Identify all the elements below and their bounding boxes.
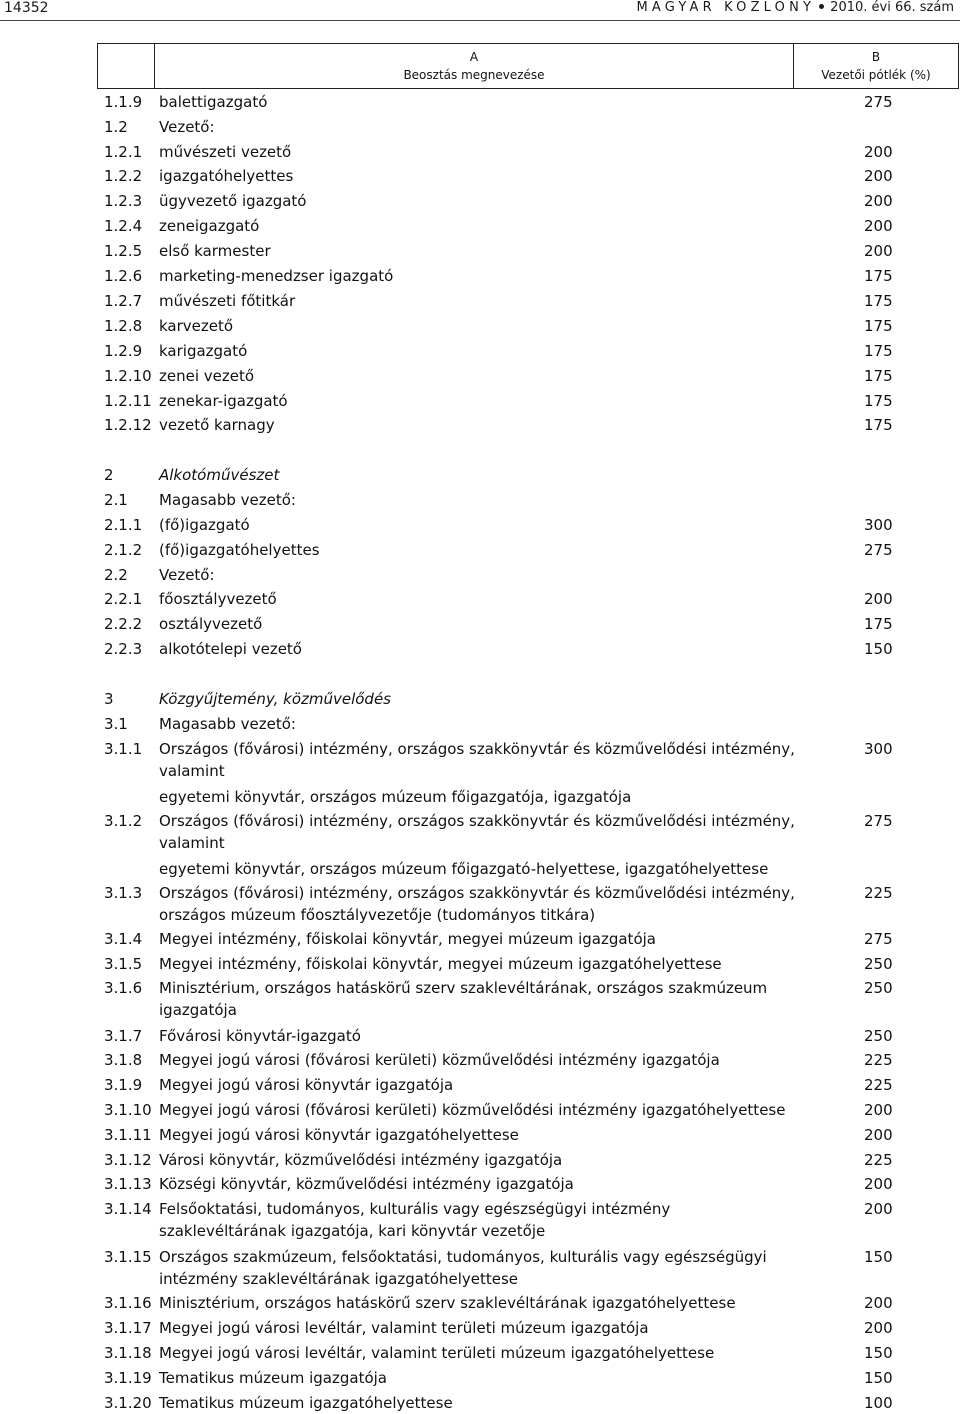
row-value: 200: [864, 590, 893, 608]
row-label: zeneigazgató: [159, 217, 260, 235]
row-value: 275: [864, 812, 893, 830]
row-value: 300: [864, 516, 893, 534]
row-number: 2.1: [104, 491, 128, 509]
row-number: 1.2.9: [104, 342, 143, 360]
row-label: Városi könyvtár, közművelődési intézmény igazgatója: [159, 1151, 563, 1169]
row-value: 175: [864, 342, 893, 360]
row-number: 3.1.17: [104, 1319, 152, 1337]
row-value: 175: [864, 292, 893, 310]
row-number: 3.1.14: [104, 1200, 152, 1218]
row-number: 2.2.3: [104, 640, 143, 658]
row-number: 2.2: [104, 566, 128, 584]
row-number: 3.1.8: [104, 1051, 143, 1069]
row-label: karigazgató: [159, 342, 248, 360]
column-header-a: [155, 44, 794, 88]
row-label: első karmester: [159, 242, 271, 260]
row-label: Községi könyvtár, közművelődési intézmény igazgatója: [159, 1175, 574, 1193]
row-label: főosztályvezető: [159, 590, 277, 608]
row-value: 200: [864, 1175, 893, 1193]
row-label: osztályvezető: [159, 615, 263, 633]
row-number: 1.2.2: [104, 167, 143, 185]
row-label: Megyei jogú városi könyvtár igazgatója: [159, 1076, 454, 1094]
row-label: zenei vezető: [159, 367, 255, 385]
row-number: 3.1.15: [104, 1248, 152, 1266]
column-header-b: [794, 44, 958, 92]
row-value: 275: [864, 93, 893, 111]
row-number: 1.2.10: [104, 367, 152, 385]
row-number: 1.2.11: [104, 392, 152, 410]
row-label: egyetemi könyvtár, országos múzeum főigazgatója, igazgatója: [159, 788, 632, 806]
table-column-header: [97, 43, 959, 89]
row-number: 1.1.9: [104, 93, 143, 111]
row-number: 1.2.6: [104, 267, 143, 285]
row-number: 3.1: [104, 715, 128, 733]
row-label: Megyei jogú városi (fővárosi kerületi) közművelődési intézmény igazgatója: [159, 1051, 720, 1069]
issue-number: 2010. évi 66. szám: [830, 0, 954, 15]
row-label: Magasabb vezető:: [159, 491, 296, 509]
row-label: Megyei jogú városi levéltár, valamint területi múzeum igazgatóhelyettese: [159, 1344, 715, 1362]
row-label: Megyei jogú városi levéltár, valamint területi múzeum igazgatója: [159, 1319, 649, 1337]
row-value: 200: [864, 217, 893, 235]
row-label: Minisztérium, országos hatáskörű szerv szaklevéltárának, országos szakmúzeum igazgatója: [159, 979, 768, 1019]
column-a-title: Beosztás megnevezése: [403, 68, 545, 82]
row-value: 150: [864, 1369, 893, 1387]
row-value: 225: [864, 1051, 893, 1069]
row-label: Vezető:: [159, 118, 215, 136]
row-label: művészeti vezető: [159, 143, 292, 161]
row-number: 2.1.2: [104, 541, 143, 559]
row-label: Tematikus múzeum igazgatója: [159, 1369, 388, 1387]
row-label: igazgatóhelyettes: [159, 167, 294, 185]
row-value: 225: [864, 1076, 893, 1094]
row-label: (fő)igazgató: [159, 516, 250, 534]
row-number: 3.1.9: [104, 1076, 143, 1094]
row-number: 1.2.3: [104, 192, 143, 210]
row-label: Országos (fővárosi) intézmény, országos szakkönyvtár és közművelődési intézmény, országos múzeum főosztályvezetője (tudományos titkára): [159, 884, 795, 924]
row-value: 150: [864, 1248, 893, 1266]
row-label: Megyei jogú városi könyvtár igazgatóhelyettese: [159, 1126, 519, 1144]
row-number: 3.1.7: [104, 1027, 143, 1045]
row-number: 1.2.7: [104, 292, 143, 310]
row-label: művészeti főtitkár: [159, 292, 296, 310]
row-value: 100: [864, 1394, 893, 1412]
column-b-title: Vezetői pótlék (%): [821, 68, 931, 82]
row-label: Közgyűjtemény, közművelődés: [159, 690, 392, 708]
row-number: 3.1.4: [104, 930, 143, 948]
row-number: 1.2.1: [104, 143, 143, 161]
column-header-number: [98, 44, 155, 88]
row-number: 3.1.11: [104, 1126, 152, 1144]
row-label: egyetemi könyvtár, országos múzeum főigazgató-helyettese, igazgatóhelyettese: [159, 860, 769, 878]
row-value: 200: [864, 242, 893, 260]
row-number: 1.2.8: [104, 317, 143, 335]
row-number: 3.1.6: [104, 979, 143, 997]
row-value: 175: [864, 392, 893, 410]
row-number: 3.1.20: [104, 1394, 152, 1412]
row-number: 2: [104, 466, 114, 484]
row-value: 250: [864, 979, 893, 997]
row-value: 300: [864, 740, 893, 758]
row-value: 200: [864, 143, 893, 161]
row-number: 3.1.18: [104, 1344, 152, 1362]
row-value: 200: [864, 1101, 893, 1119]
row-label: Minisztérium, országos hatáskörű szerv szaklevéltárának igazgatóhelyettese: [159, 1294, 736, 1312]
row-number: 1.2.5: [104, 242, 143, 260]
row-label: Magasabb vezető:: [159, 715, 296, 733]
row-label: ügyvezető igazgató: [159, 192, 307, 210]
journal-name: MAGYAR KÖZLÖNY: [636, 0, 816, 15]
row-label: (fő)igazgatóhelyettes: [159, 541, 320, 559]
row-label: karvezető: [159, 317, 234, 335]
row-number: 2.1.1: [104, 516, 143, 534]
row-value: 250: [864, 1027, 893, 1045]
row-number: 3.1.10: [104, 1101, 152, 1119]
row-value: 150: [864, 1344, 893, 1362]
row-value: 175: [864, 416, 893, 434]
row-number: 1.2.4: [104, 217, 143, 235]
row-number: 3: [104, 690, 114, 708]
row-label: Megyei intézmény, főiskolai könyvtár, megyei múzeum igazgatója: [159, 930, 656, 948]
row-number: 2.2.1: [104, 590, 143, 608]
row-label: Vezető:: [159, 566, 215, 584]
row-number: 3.1.2: [104, 812, 143, 830]
row-label: Országos szakmúzeum, felsőoktatási, tudományos, kulturális vagy egészségügyi intézmény szaklevéltárának igazgatóhelyettese: [159, 1248, 767, 1288]
row-number: 3.1.3: [104, 884, 143, 902]
row-label: Fővárosi könyvtár-igazgató: [159, 1027, 361, 1045]
row-number: 3.1.13: [104, 1175, 152, 1193]
row-number: 1.2: [104, 118, 128, 136]
column-b-letter: B: [871, 50, 881, 64]
header-divider: [0, 20, 960, 21]
row-value: 200: [864, 1126, 893, 1144]
row-label: alkotótelepi vezető: [159, 640, 302, 658]
row-label: Országos (fővárosi) intézmény, országos szakkönyvtár és közművelődési intézmény, valamint: [159, 740, 795, 780]
row-number: 1.2.12: [104, 416, 152, 434]
row-label: zenekar-igazgató: [159, 392, 288, 410]
row-value: 150: [864, 640, 893, 658]
row-label: Tematikus múzeum igazgatóhelyettese: [159, 1394, 453, 1412]
row-label: vezető karnagy: [159, 416, 275, 434]
row-value: 175: [864, 615, 893, 633]
row-label: balettigazgató: [159, 93, 268, 111]
row-value: 225: [864, 1151, 893, 1169]
row-value: 275: [864, 541, 893, 559]
row-label: Alkotóművészet: [159, 466, 280, 484]
journal-title: [636, 0, 954, 15]
row-number: 3.1.19: [104, 1369, 152, 1387]
row-number: 3.1.1: [104, 740, 143, 758]
row-value: 250: [864, 955, 893, 973]
row-label: Felsőoktatási, tudományos, kulturális vagy egészségügyi intézmény szaklevéltárának igazgatója, kari könyvtár vezetője: [159, 1200, 671, 1240]
row-number: 3.1.5: [104, 955, 143, 973]
row-value: 175: [864, 367, 893, 385]
row-label: Megyei jogú városi (fővárosi kerületi) közművelődési intézmény igazgatóhelyettese: [159, 1101, 786, 1119]
row-value: 200: [864, 1200, 893, 1218]
row-value: 175: [864, 267, 893, 285]
row-number: 3.1.16: [104, 1294, 152, 1312]
row-value: 200: [864, 1319, 893, 1337]
row-label: Megyei intézmény, főiskolai könyvtár, megyei múzeum igazgatóhelyettese: [159, 955, 722, 973]
row-value: 200: [864, 167, 893, 185]
row-value: 200: [864, 192, 893, 210]
bullet-icon: [819, 4, 824, 9]
column-a-letter: A: [469, 50, 479, 64]
row-label: Országos (fővárosi) intézmény, országos szakkönyvtár és közművelődési intézmény, valamint: [159, 812, 795, 852]
page-number: 14352: [4, 0, 49, 16]
row-number: 3.1.12: [104, 1151, 152, 1169]
row-value: 175: [864, 317, 893, 335]
row-value: 275: [864, 930, 893, 948]
row-number: 2.2.2: [104, 615, 143, 633]
row-label: marketing-menedzser igazgató: [159, 267, 394, 285]
row-value: 200: [864, 1294, 893, 1312]
page-header: [0, 0, 960, 24]
row-value: 225: [864, 884, 893, 902]
